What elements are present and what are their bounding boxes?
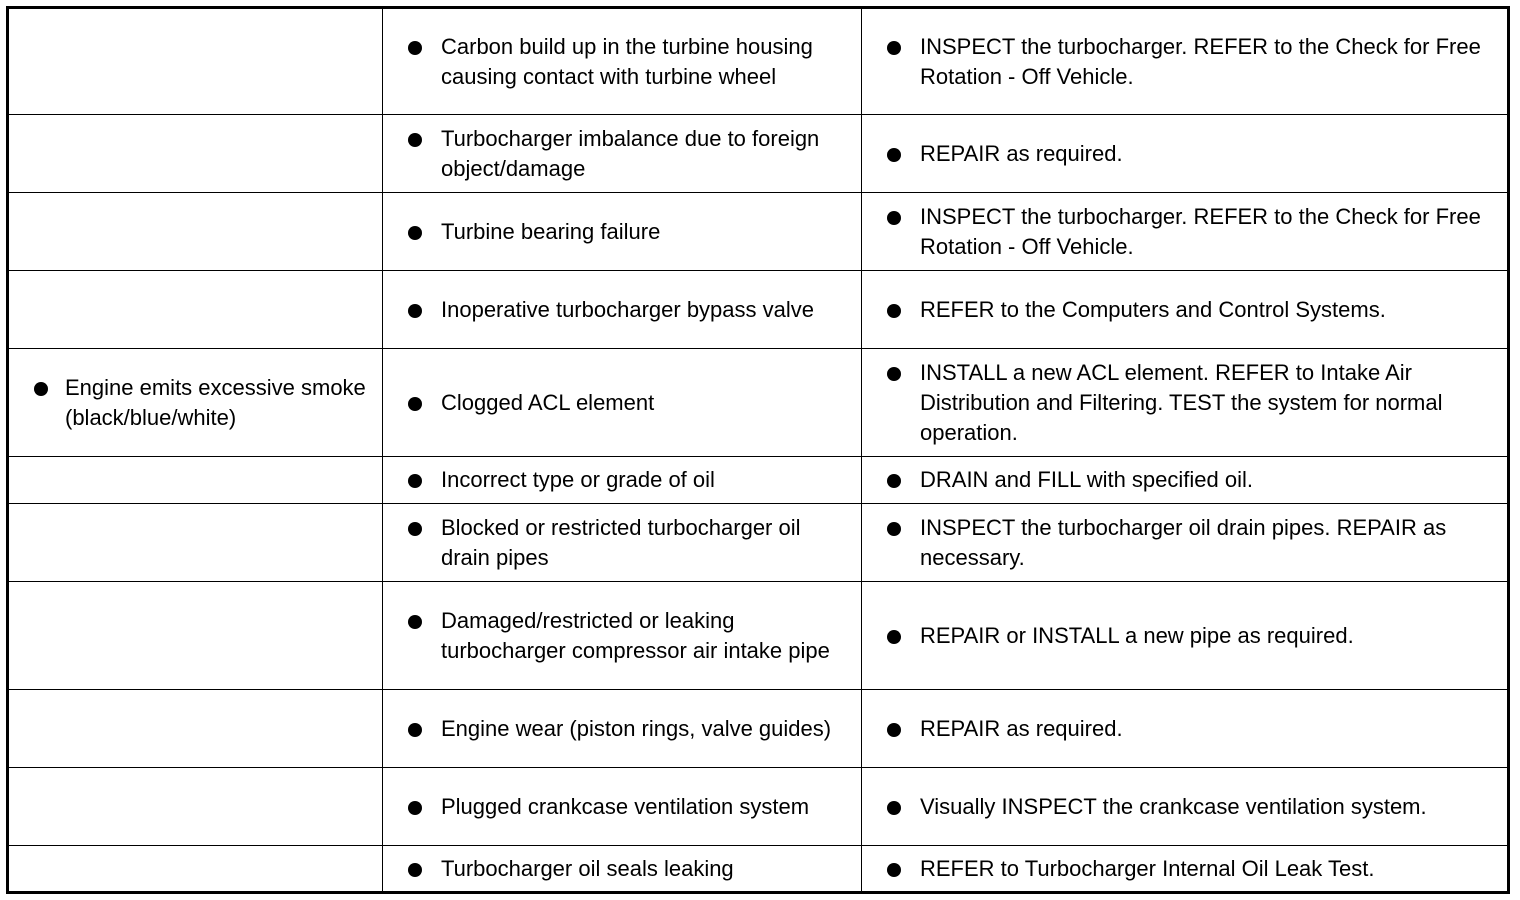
list-item bbox=[862, 465, 1499, 495]
cause-cell bbox=[383, 457, 862, 504]
bullet-icon bbox=[887, 630, 901, 644]
action-cell bbox=[862, 768, 1509, 846]
action-text: Visually INSPECT the crankcase ventilation system. bbox=[920, 793, 1427, 819]
table-row bbox=[8, 504, 1509, 582]
condition-cell bbox=[8, 193, 383, 271]
diagnostic-table-body bbox=[8, 8, 1509, 893]
list-item bbox=[9, 373, 374, 433]
bullet-icon bbox=[408, 863, 422, 877]
bullet-icon bbox=[408, 723, 422, 737]
list-item bbox=[383, 714, 853, 744]
list-item bbox=[383, 32, 853, 92]
list-item bbox=[383, 465, 853, 495]
condition-cell bbox=[8, 504, 383, 582]
table-row bbox=[8, 690, 1509, 768]
list-item bbox=[862, 513, 1499, 573]
list-item bbox=[383, 513, 853, 573]
diagnostic-table bbox=[6, 6, 1510, 894]
cause-cell bbox=[383, 349, 862, 457]
action-text: REPAIR or INSTALL a new pipe as required. bbox=[920, 622, 1354, 648]
action-cell bbox=[862, 271, 1509, 349]
bullet-icon bbox=[408, 801, 422, 815]
cause-text: Turbocharger imbalance due to foreign object/damage bbox=[441, 125, 820, 181]
list-item bbox=[383, 854, 853, 884]
list-item bbox=[862, 202, 1499, 262]
bullet-icon bbox=[887, 474, 901, 488]
cause-cell bbox=[383, 690, 862, 768]
action-text: INSPECT the turbocharger. REFER to the Check for Free Rotation - Off Vehicle. bbox=[920, 203, 1481, 259]
cause-cell bbox=[383, 8, 862, 115]
action-cell bbox=[862, 193, 1509, 271]
list-item bbox=[862, 358, 1499, 448]
bullet-icon bbox=[408, 474, 422, 488]
bullet-icon bbox=[887, 522, 901, 536]
list-item bbox=[862, 714, 1499, 744]
action-text: INSPECT the turbocharger. REFER to the Check for Free Rotation - Off Vehicle. bbox=[920, 33, 1481, 89]
bullet-icon bbox=[887, 723, 901, 737]
bullet-icon bbox=[408, 397, 422, 411]
bullet-icon bbox=[408, 304, 422, 318]
table-row bbox=[8, 768, 1509, 846]
condition-cell bbox=[8, 271, 383, 349]
action-cell bbox=[862, 504, 1509, 582]
bullet-icon bbox=[408, 226, 422, 240]
table-row bbox=[8, 457, 1509, 504]
action-cell bbox=[862, 349, 1509, 457]
cause-cell bbox=[383, 193, 862, 271]
condition-cell bbox=[8, 846, 383, 893]
action-text: REPAIR as required. bbox=[920, 715, 1123, 741]
action-cell bbox=[862, 582, 1509, 690]
table-row bbox=[8, 582, 1509, 690]
bullet-icon bbox=[408, 133, 422, 147]
list-item bbox=[862, 854, 1499, 884]
cause-text: Engine wear (piston rings, valve guides) bbox=[441, 715, 832, 741]
action-text: REFER to Turbocharger Internal Oil Leak Test. bbox=[920, 855, 1375, 881]
bullet-icon bbox=[887, 304, 901, 318]
cause-cell bbox=[383, 504, 862, 582]
action-text: DRAIN and FILL with specified oil. bbox=[920, 467, 1253, 492]
cause-cell bbox=[383, 846, 862, 893]
cause-text: Plugged crankcase ventilation system bbox=[441, 793, 810, 819]
condition-cell bbox=[8, 457, 383, 504]
cause-cell bbox=[383, 115, 862, 193]
condition-cell bbox=[8, 115, 383, 193]
cause-text: Blocked or restricted turbocharger oil drain pipes bbox=[441, 514, 801, 570]
cause-text: Carbon build up in the turbine housing causing contact with turbine wheel bbox=[441, 33, 813, 89]
bullet-icon bbox=[887, 863, 901, 877]
table-row bbox=[8, 271, 1509, 349]
list-item bbox=[862, 792, 1499, 822]
cause-cell bbox=[383, 768, 862, 846]
table-row bbox=[8, 349, 1509, 457]
table-row bbox=[8, 115, 1509, 193]
action-text: REPAIR as required. bbox=[920, 140, 1123, 166]
list-item bbox=[862, 621, 1499, 651]
cause-text: Damaged/restricted or leaking turbocharger compressor air intake pipe bbox=[441, 607, 830, 663]
cause-text: Incorrect type or grade of oil bbox=[441, 467, 715, 492]
bullet-icon bbox=[887, 367, 901, 381]
action-cell bbox=[862, 115, 1509, 193]
action-cell bbox=[862, 8, 1509, 115]
cause-text: Clogged ACL element bbox=[441, 389, 655, 415]
bullet-icon bbox=[887, 41, 901, 55]
list-item bbox=[383, 606, 853, 666]
action-cell bbox=[862, 846, 1509, 893]
list-item bbox=[862, 295, 1499, 325]
cause-text: Inoperative turbocharger bypass valve bbox=[441, 296, 814, 322]
table-row bbox=[8, 846, 1509, 893]
condition-cell bbox=[8, 768, 383, 846]
bullet-icon bbox=[887, 148, 901, 162]
list-item bbox=[383, 295, 853, 325]
bullet-icon bbox=[408, 522, 422, 536]
list-item bbox=[383, 124, 853, 184]
bullet-icon bbox=[408, 615, 422, 629]
condition-cell bbox=[8, 8, 383, 115]
bullet-icon bbox=[34, 382, 48, 396]
table-row bbox=[8, 8, 1509, 115]
action-text: INSPECT the turbocharger oil drain pipes. REPAIR as necessary. bbox=[920, 514, 1447, 570]
cause-text: Turbine bearing failure bbox=[441, 218, 661, 244]
bullet-icon bbox=[887, 801, 901, 815]
cause-text: Turbocharger oil seals leaking bbox=[441, 855, 734, 881]
cause-cell bbox=[383, 582, 862, 690]
table-row bbox=[8, 193, 1509, 271]
bullet-icon bbox=[408, 41, 422, 55]
action-cell bbox=[862, 690, 1509, 768]
action-cell bbox=[862, 457, 1509, 504]
list-item bbox=[862, 32, 1499, 92]
cause-cell bbox=[383, 271, 862, 349]
condition-cell bbox=[8, 690, 383, 768]
condition-text: Engine emits excessive smoke (black/blue/white) bbox=[65, 374, 366, 430]
list-item bbox=[383, 217, 853, 247]
list-item bbox=[862, 139, 1499, 169]
action-text: INSTALL a new ACL element. REFER to Intake Air Distribution and Filtering. TEST the system for normal operation. bbox=[920, 359, 1443, 445]
condition-cell bbox=[8, 582, 383, 690]
bullet-icon bbox=[887, 211, 901, 225]
action-text: REFER to the Computers and Control Systems. bbox=[920, 296, 1386, 322]
list-item bbox=[383, 388, 853, 418]
condition-cell bbox=[8, 349, 383, 457]
list-item bbox=[383, 792, 853, 822]
